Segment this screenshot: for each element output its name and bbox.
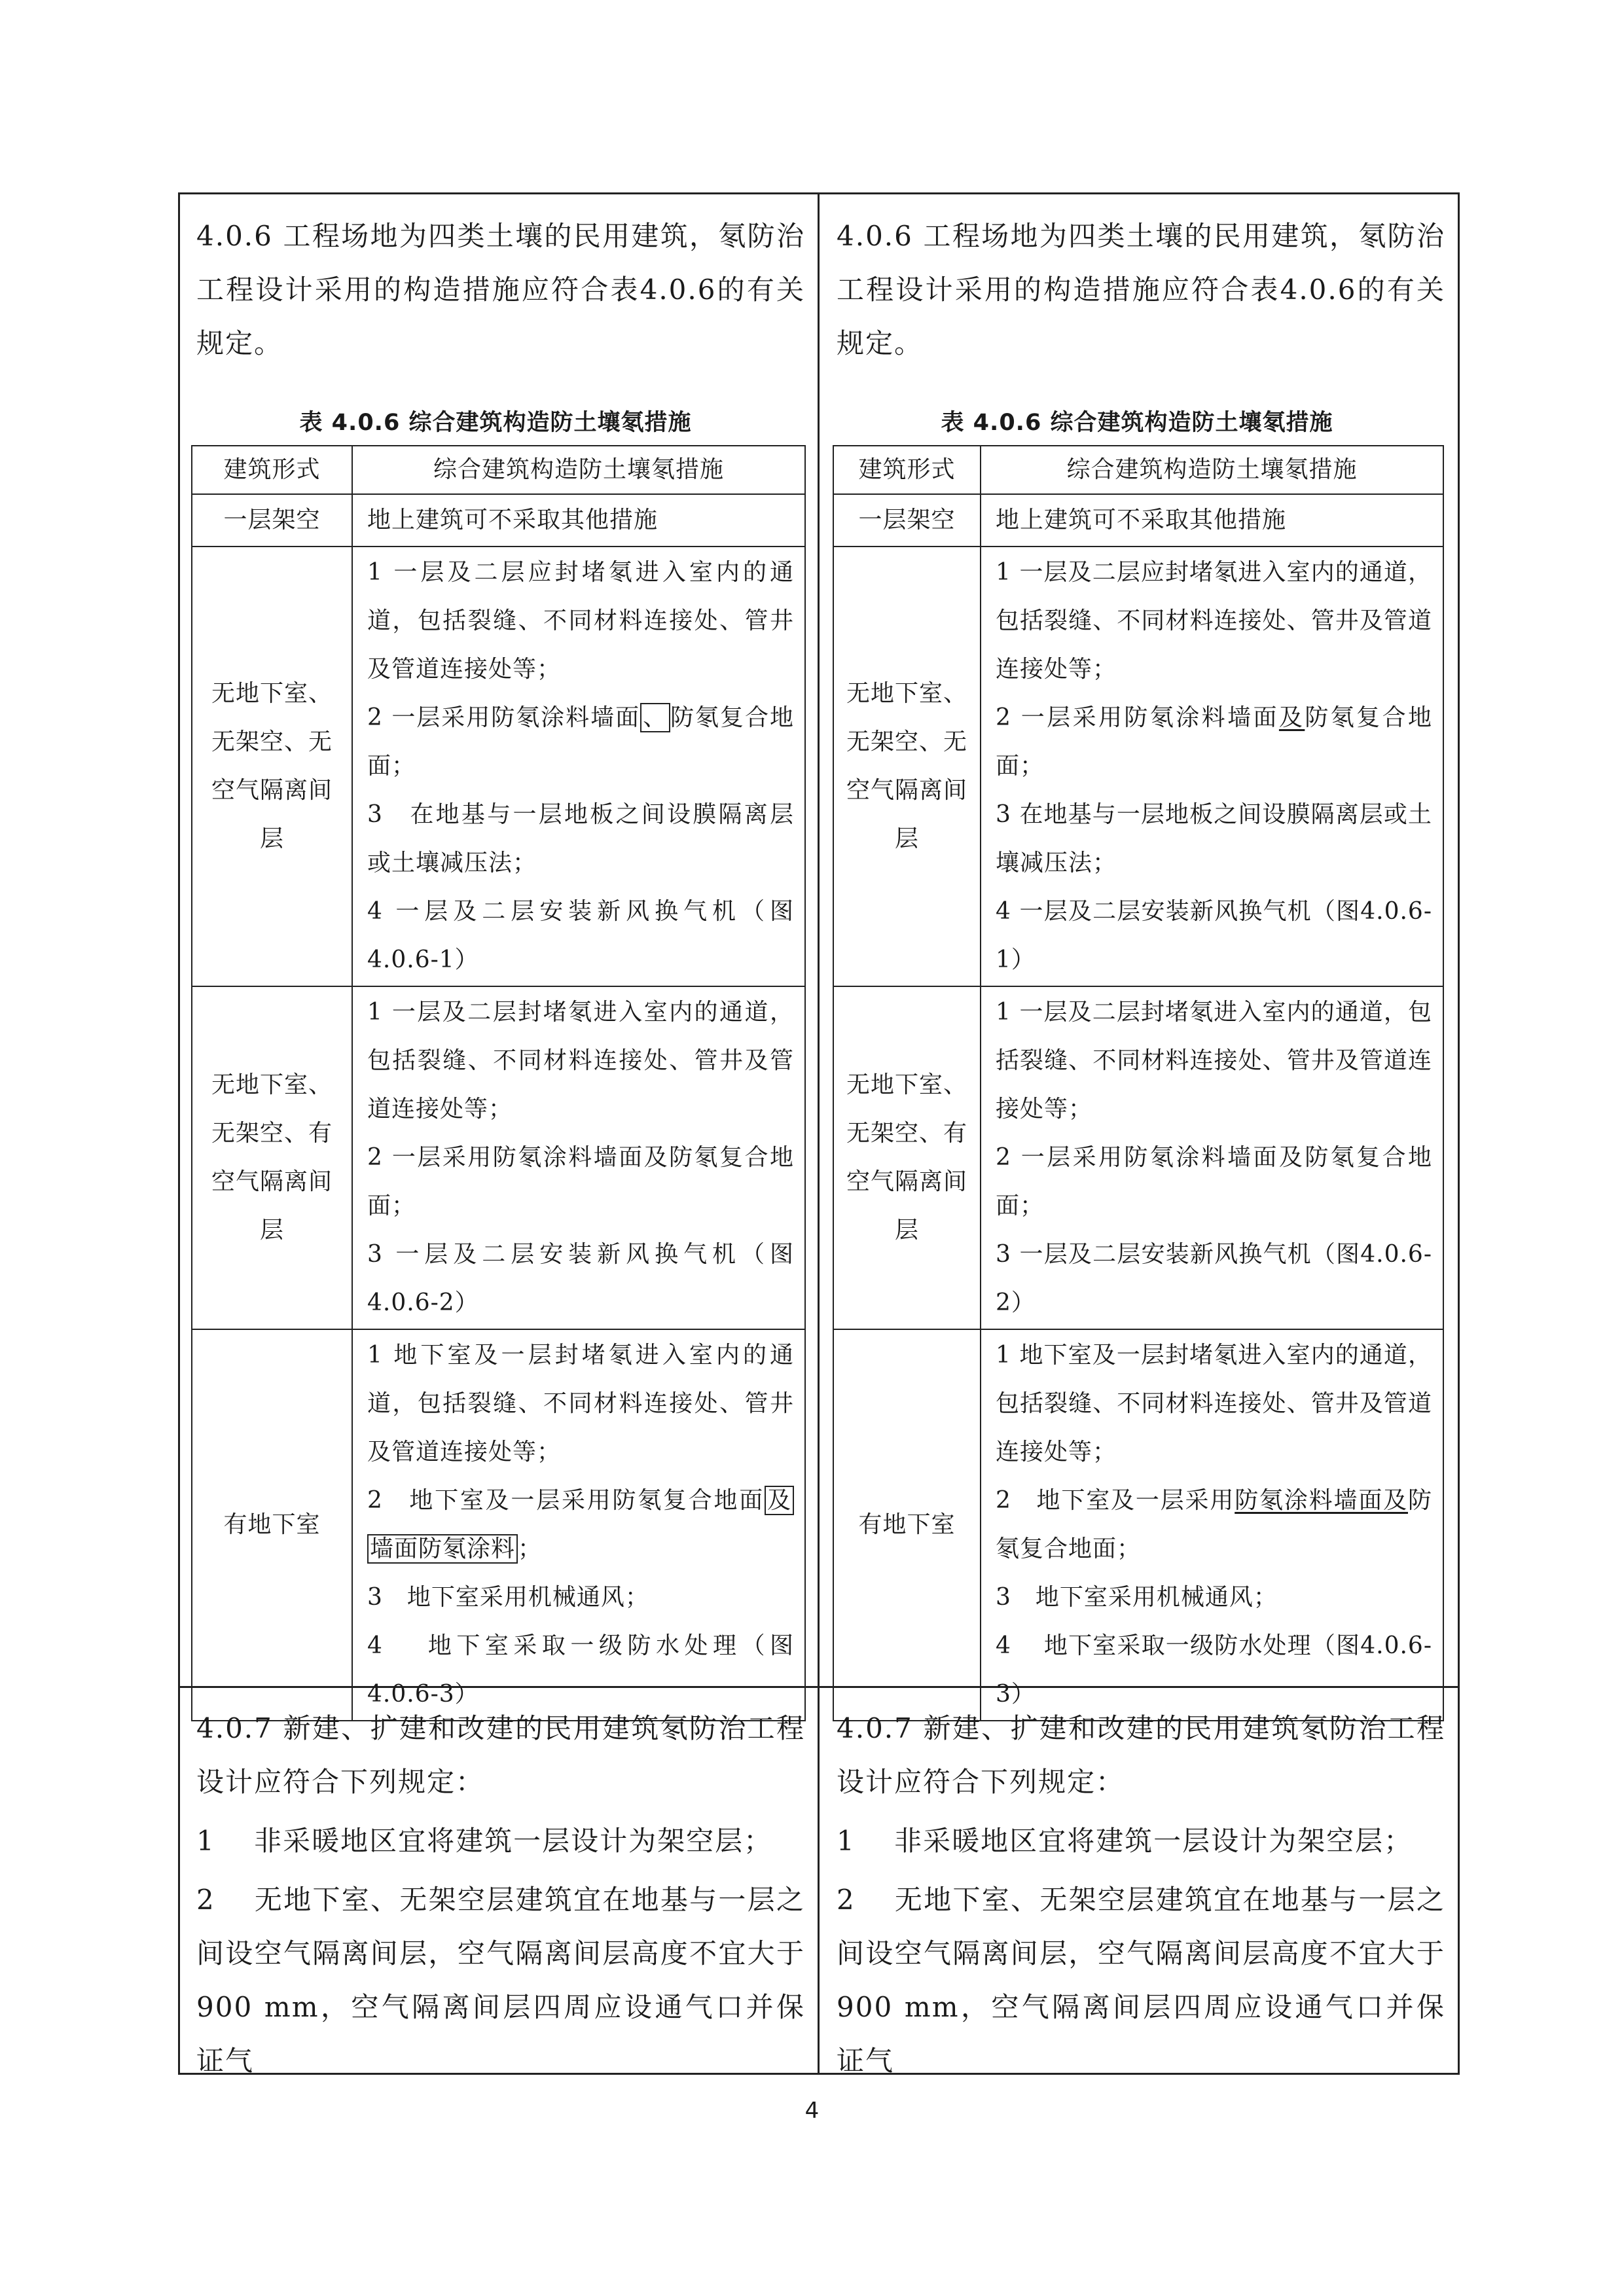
left-row4-m4: 4 地下室采取一级防水处理（图4.0.6-3） (367, 1632, 794, 1708)
right-row3-m1: 1 一层及二层封堵氡进入室内的通道，包括裂缝、不同材料连接处、管井及管道连接处等； (996, 999, 1432, 1122)
left-row1-form: 一层架空 (192, 494, 352, 547)
left-row3-form: 无地下室、无架空、有空气隔离间层 (192, 986, 352, 1329)
left-row4-m2-boxed-2: 墙面防氡涂料 (367, 1534, 518, 1564)
left-row4-m3: 3 地下室采用机械通风； (367, 1584, 649, 1611)
right-407-intro: 4.0.7 新建、扩建和改建的民用建筑氡防治工程设计应符合下列规定： (837, 1712, 1445, 1798)
left-intro-406 (196, 209, 805, 370)
left-row2-m2a: 2 一层采用防氡涂料墙面 (367, 704, 641, 731)
right-407-item2: 2 无地下室、无架空层建筑宜在地基与一层之间设空气隔离间层，空气隔离间层高度不宜大于900 mm，空气隔离间层四周应设通气口并保证气 (837, 1884, 1445, 2077)
frame-right-line (1458, 192, 1460, 2075)
right-row3-measures (981, 986, 1443, 1329)
right-row2-m1: 1 一层及二层应封堵氡进入室内的通道，包括裂缝、不同材料连接处、管井及管道连接处等； (996, 559, 1432, 683)
right-row3-m2: 2 一层采用防氡涂料墙面及防氡复合地面； (996, 1144, 1432, 1219)
right-row4-m3: 3 地下室采用机械通风； (996, 1584, 1278, 1611)
right-row4-m1: 1 地下室及一层封堵氡进入室内的通道，包括裂缝、不同材料连接处、管井及管道连接处等； (996, 1342, 1432, 1465)
right-row1-measures (981, 494, 1443, 547)
left-row4-m2-boxed-1: 及 (765, 1486, 794, 1515)
left-407-item1: 1 非采暖地区宜将建筑一层设计为架空层； (196, 1825, 773, 1857)
right-row4-m2 (996, 1477, 1432, 1573)
left-section-407 (196, 1702, 805, 2088)
right-row4-measures (981, 1329, 1443, 1721)
left-row3-m3: 3 一层及二层安装新风换气机（图4.0.6-2） (367, 1241, 794, 1316)
right-row2-m3: 3 在地基与一层地板之间设膜隔离层或土壤减压法； (996, 801, 1432, 876)
right-row3-m3: 3 一层及二层安装新风换气机（图4.0.6-2） (996, 1241, 1432, 1316)
right-section-407 (837, 1702, 1445, 2088)
right-measures-table (833, 445, 1444, 1721)
right-row1-m1: 地上建筑可不采取其他措施 (996, 507, 1287, 533)
left-intro-text: 4.0.6 工程场地为四类土壤的民用建筑，氡防治工程设计采用的构造措施应符合表4.0.6的有关规定。 (196, 220, 805, 359)
left-407-intro: 4.0.7 新建、扩建和改建的民用建筑氡防治工程设计应符合下列规定： (196, 1712, 805, 1798)
left-row2-m2-boxed-mark: 、 (640, 703, 670, 732)
left-row4-m2b: ； (518, 1535, 543, 1562)
right-row2-measures (981, 547, 1443, 986)
page-number: 4 (804, 2098, 820, 2124)
left-header-form: 建筑形式 (192, 446, 352, 494)
right-intro-text: 4.0.6 工程场地为四类土壤的民用建筑，氡防治工程设计采用的构造措施应符合表4.0.6的有关规定。 (837, 220, 1445, 359)
left-row2-m1: 1 一层及二层应封堵氡进入室内的通道，包括裂缝、不同材料连接处、管井及管道连接处等； (367, 559, 794, 683)
left-row2-m4: 4 一层及二层安装新风换气机（图4.0.6-1） (367, 898, 794, 973)
left-row2-form: 无地下室、无架空、无空气隔离间层 (192, 547, 352, 986)
left-row3-m1: 1 一层及二层封堵氡进入室内的通道，包括裂缝、不同材料连接处、管井及管道连接处等； (367, 999, 794, 1122)
right-row2-m2-underlined: 及 (1278, 704, 1305, 731)
left-row1-m1: 地上建筑可不采取其他措施 (367, 507, 659, 533)
right-row3-form: 无地下室、无架空、有空气隔离间层 (833, 986, 981, 1329)
right-row2-m2 (996, 694, 1432, 791)
left-row4-form: 有地下室 (192, 1329, 352, 1721)
left-row2-m2 (367, 694, 794, 791)
right-row4-m2b: 防氡复合地面； (996, 1487, 1432, 1562)
right-row2-m2a: 2 一层采用防氡涂料墙面 (996, 704, 1279, 731)
left-row3-m2: 2 一层采用防氡涂料墙面及防氡复合地面； (367, 1144, 794, 1219)
right-row4-m2a: 2 地下室及一层采用 (996, 1487, 1235, 1514)
right-row4-form: 有地下室 (833, 1329, 981, 1721)
right-header-measures: 综合建筑构造防土壤氡措施 (981, 446, 1443, 494)
left-row4-m2a: 2 地下室及一层采用防氡复合地面 (367, 1487, 765, 1514)
right-table-caption: 表 4.0.6 综合建筑构造防土壤氡措施 (941, 410, 1333, 436)
right-407-item1: 1 非采暖地区宜将建筑一层设计为架空层； (837, 1825, 1413, 1857)
left-table-caption: 表 4.0.6 综合建筑构造防土壤氡措施 (299, 410, 692, 436)
left-measures-table (191, 445, 806, 1721)
left-header-measures: 综合建筑构造防土壤氡措施 (352, 446, 805, 494)
left-407-item2: 2 无地下室、无架空层建筑宜在地基与一层之间设空气隔离间层，空气隔离间层高度不宜大于900 mm，空气隔离间层四周应设通气口并保证气 (196, 1884, 805, 2077)
comparison-table (178, 192, 1460, 2075)
right-intro-406 (837, 209, 1445, 370)
left-row3-measures (352, 986, 805, 1329)
right-row1-form: 一层架空 (833, 494, 981, 547)
right-header-form: 建筑形式 (833, 446, 981, 494)
left-row4-measures (352, 1329, 805, 1721)
right-row2-m4: 4 一层及二层安装新风换气机（图4.0.6-1） (996, 898, 1432, 973)
left-row2-m3: 3 在地基与一层地板之间设膜隔离层或土壤减压法； (367, 801, 794, 876)
frame-center-line (818, 192, 820, 2075)
right-row2-form: 无地下室、无架空、无空气隔离间层 (833, 547, 981, 986)
frame-left-line (178, 192, 180, 2075)
left-row4-m2 (367, 1477, 794, 1573)
left-row4-m1: 1 地下室及一层封堵氡进入室内的通道，包括裂缝、不同材料连接处、管井及管道连接处等； (367, 1342, 794, 1465)
left-row2-measures (352, 547, 805, 986)
right-row4-m2-underlined: 防氡涂料墙面及 (1235, 1487, 1408, 1514)
right-row4-m4: 4 地下室采取一级防水处理（图4.0.6-3） (996, 1632, 1432, 1708)
right-row2-m2b: 防氡复合地面； (996, 704, 1432, 780)
left-row1-measures (352, 494, 805, 547)
left-row2-m2b: 防氡复合地面； (367, 704, 794, 780)
